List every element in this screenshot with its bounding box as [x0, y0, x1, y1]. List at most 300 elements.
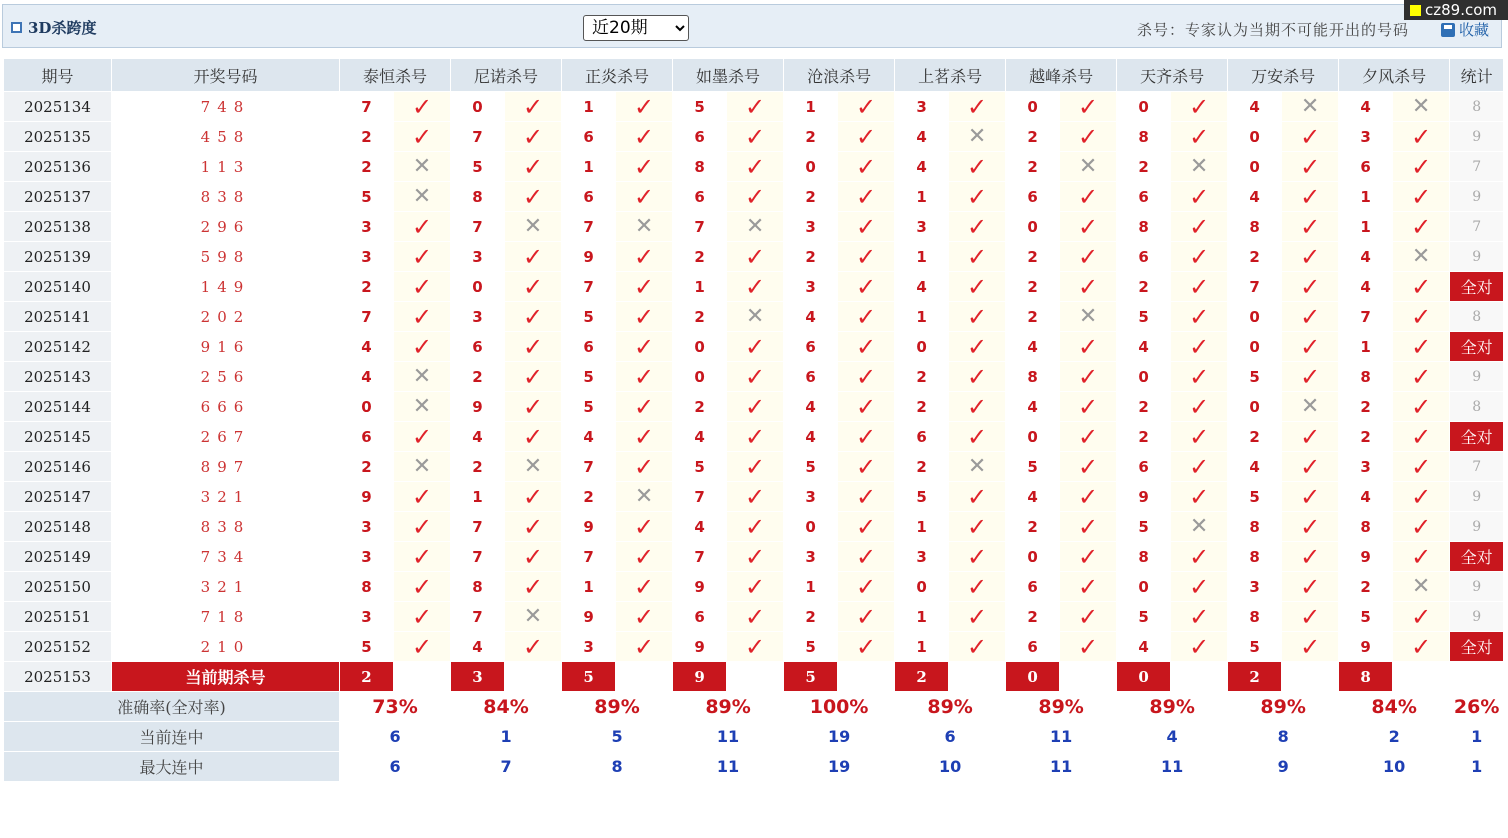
- kill-number-cell: 2: [451, 362, 505, 392]
- kill-number-cell: 2: [1117, 272, 1171, 302]
- summary-label: 当前连中: [4, 722, 340, 752]
- kill-number-cell: 8: [1117, 212, 1171, 242]
- col-header-expert: 越峰杀号: [1006, 59, 1117, 92]
- kill-number-cell: 0: [1228, 392, 1282, 422]
- check-icon: ✓: [394, 422, 451, 452]
- draw-number-cell: 598: [112, 242, 340, 272]
- check-icon: ✓: [1282, 602, 1339, 632]
- check-icon: ✓: [1171, 392, 1228, 422]
- kill-number-cell: 5: [1006, 452, 1060, 482]
- check-icon: ✓: [1171, 362, 1228, 392]
- kill-number-cell: 9: [673, 572, 727, 602]
- table-row: [4, 392, 1504, 422]
- kill-number-cell: 2: [1117, 392, 1171, 422]
- current-kill-blank: [1393, 662, 1450, 692]
- kill-number-cell: 0: [1228, 122, 1282, 152]
- check-icon: ✓: [1393, 272, 1450, 302]
- kill-number-cell: 4: [784, 392, 838, 422]
- check-icon: ✓: [727, 482, 784, 512]
- check-icon: ✓: [949, 182, 1006, 212]
- check-icon: ✓: [1171, 302, 1228, 332]
- kill-number-cell: 3: [895, 542, 949, 572]
- table-row: [4, 212, 1504, 242]
- check-icon: ✓: [838, 272, 895, 302]
- kill-number-cell: 2: [1006, 602, 1060, 632]
- stat-cell: 9: [1450, 572, 1504, 602]
- check-icon: ✓: [394, 602, 451, 632]
- kill-number-cell: 7: [340, 302, 394, 332]
- kill-number-cell: 2: [340, 272, 394, 302]
- kill-number-cell: 1: [1339, 182, 1393, 212]
- cross-icon: ✕: [727, 302, 784, 332]
- kill-number-cell: 4: [673, 422, 727, 452]
- cross-icon: ✕: [505, 452, 562, 482]
- cross-icon: ✕: [1060, 152, 1117, 182]
- kill-number-cell: 7: [1228, 272, 1282, 302]
- kill-number-cell: 4: [1339, 242, 1393, 272]
- summary-row: [4, 692, 1504, 722]
- summary-value: 10: [1339, 752, 1450, 782]
- summary-value: 89%: [1006, 692, 1117, 722]
- kill-number-cell: 0: [784, 152, 838, 182]
- check-icon: ✓: [727, 602, 784, 632]
- watermark-square-icon: [1410, 5, 1421, 16]
- kill-number-cell: 8: [1339, 512, 1393, 542]
- kill-number-cell: 7: [562, 542, 616, 572]
- summary-value: 7: [451, 752, 562, 782]
- check-icon: ✓: [949, 152, 1006, 182]
- check-icon: ✓: [727, 92, 784, 122]
- cross-icon: ✕: [727, 212, 784, 242]
- check-icon: ✓: [1282, 542, 1339, 572]
- check-icon: ✓: [727, 422, 784, 452]
- site-watermark: [1404, 0, 1508, 20]
- kill-number-cell: 4: [784, 302, 838, 332]
- check-icon: ✓: [1282, 212, 1339, 242]
- kill-number-cell: 2: [562, 482, 616, 512]
- check-icon: ✓: [727, 542, 784, 572]
- cross-icon: ✕: [1393, 92, 1450, 122]
- summary-value: 1: [451, 722, 562, 752]
- stat-cell: 9: [1450, 602, 1504, 632]
- check-icon: ✓: [616, 332, 673, 362]
- kill-number-cell: 3: [895, 212, 949, 242]
- favorite-label[interactable]: 收藏: [1458, 21, 1489, 39]
- check-icon: ✓: [1171, 332, 1228, 362]
- draw-number-cell: 113: [112, 152, 340, 182]
- kill-number-cell: 2: [1117, 422, 1171, 452]
- kill-number-cell: 2: [1339, 422, 1393, 452]
- summary-label: 准确率(全对率): [4, 692, 340, 722]
- kill-number-cell: 6: [673, 122, 727, 152]
- cross-icon: ✕: [394, 392, 451, 422]
- kill-number-cell: 5: [673, 452, 727, 482]
- kill-number-cell: 9: [562, 602, 616, 632]
- check-icon: ✓: [949, 482, 1006, 512]
- draw-number-cell: 321: [112, 572, 340, 602]
- kill-number-cell: 0: [673, 362, 727, 392]
- check-icon: ✓: [949, 632, 1006, 662]
- summary-value: 19: [784, 722, 895, 752]
- cross-icon: ✕: [1282, 92, 1339, 122]
- summary-value: 11: [1006, 722, 1117, 752]
- draw-number-cell: 916: [112, 332, 340, 362]
- check-icon: ✓: [1060, 452, 1117, 482]
- cross-icon: ✕: [1171, 512, 1228, 542]
- draw-number-cell: 838: [112, 182, 340, 212]
- check-icon: ✓: [949, 602, 1006, 632]
- kill-number-cell: 6: [451, 332, 505, 362]
- check-icon: ✓: [1060, 182, 1117, 212]
- cross-icon: ✕: [949, 122, 1006, 152]
- current-kill-blank: [1282, 662, 1339, 692]
- kill-number-cell: 6: [1006, 182, 1060, 212]
- table-row: [4, 632, 1504, 662]
- check-icon: ✓: [838, 212, 895, 242]
- summary-value: 2: [1339, 722, 1450, 752]
- kill-number-cell: 0: [1006, 212, 1060, 242]
- check-icon: ✓: [838, 392, 895, 422]
- issue-cell: 2025138: [4, 212, 112, 242]
- kill-span-table: [3, 58, 1504, 782]
- kill-number-cell: 1: [895, 632, 949, 662]
- kill-number-cell: 6: [673, 182, 727, 212]
- kill-number-cell: 7: [451, 212, 505, 242]
- check-icon: ✓: [505, 632, 562, 662]
- stat-cell: 9: [1450, 242, 1504, 272]
- check-icon: ✓: [505, 362, 562, 392]
- col-header-expert: 天齐杀号: [1117, 59, 1228, 92]
- current-kill-blank: [1060, 662, 1117, 692]
- summary-value: 84%: [1339, 692, 1450, 722]
- summary-value: 73%: [340, 692, 451, 722]
- cross-icon: ✕: [616, 212, 673, 242]
- summary-value: 11: [1117, 752, 1228, 782]
- kill-number-cell: 8: [1228, 542, 1282, 572]
- current-kill-number: 5: [562, 662, 616, 692]
- summary-value: 9: [1228, 752, 1339, 782]
- kill-number-cell: 8: [1117, 122, 1171, 152]
- check-icon: ✓: [727, 362, 784, 392]
- check-icon: ✓: [1393, 602, 1450, 632]
- kill-number-cell: 3: [784, 212, 838, 242]
- summary-value: 11: [673, 722, 784, 752]
- check-icon: ✓: [616, 302, 673, 332]
- favorite-link[interactable]: [1441, 19, 1489, 40]
- stat-cell: 全对: [1450, 542, 1504, 572]
- kill-number-cell: 3: [1228, 572, 1282, 602]
- current-kill-number: 9: [673, 662, 727, 692]
- table-row: [4, 92, 1504, 122]
- check-icon: ✓: [949, 422, 1006, 452]
- current-kill-blank: [838, 662, 895, 692]
- kill-number-cell: 1: [895, 182, 949, 212]
- check-icon: ✓: [1393, 422, 1450, 452]
- check-icon: ✓: [727, 272, 784, 302]
- draw-number-cell: 666: [112, 392, 340, 422]
- check-icon: ✓: [838, 452, 895, 482]
- kill-number-cell: 1: [451, 482, 505, 512]
- check-icon: ✓: [616, 272, 673, 302]
- kill-number-cell: 5: [340, 182, 394, 212]
- cross-icon: ✕: [394, 152, 451, 182]
- kill-number-cell: 8: [1228, 602, 1282, 632]
- current-kill-number: 2: [895, 662, 949, 692]
- col-header-expert: 上茗杀号: [895, 59, 1006, 92]
- current-kill-number: 0: [1006, 662, 1060, 692]
- draw-number-cell: 734: [112, 542, 340, 572]
- kill-number-cell: 6: [895, 422, 949, 452]
- kill-number-cell: 5: [562, 362, 616, 392]
- kill-number-cell: 2: [895, 392, 949, 422]
- summary-row: [4, 722, 1504, 752]
- kill-number-cell: 4: [895, 122, 949, 152]
- summary-row: [4, 752, 1504, 782]
- current-kill-blank: [394, 662, 451, 692]
- cross-icon: ✕: [949, 452, 1006, 482]
- check-icon: ✓: [1060, 392, 1117, 422]
- kill-number-cell: 9: [340, 482, 394, 512]
- current-kill-number: 2: [1228, 662, 1282, 692]
- check-icon: ✓: [838, 332, 895, 362]
- kill-number-cell: 2: [451, 452, 505, 482]
- page-header: [2, 4, 1502, 48]
- kill-number-cell: 3: [340, 542, 394, 572]
- check-icon: ✓: [949, 272, 1006, 302]
- check-icon: ✓: [616, 182, 673, 212]
- check-icon: ✓: [1171, 272, 1228, 302]
- stat-cell: 7: [1450, 452, 1504, 482]
- stat-cell: 全对: [1450, 422, 1504, 452]
- check-icon: ✓: [1060, 422, 1117, 452]
- check-icon: ✓: [616, 512, 673, 542]
- current-kill-number: 2: [340, 662, 394, 692]
- issue-cell: 2025141: [4, 302, 112, 332]
- kill-number-cell: 4: [1339, 92, 1393, 122]
- current-kill-row: [4, 662, 1504, 692]
- stat-cell: 全对: [1450, 272, 1504, 302]
- current-kill-number: 3: [451, 662, 505, 692]
- check-icon: ✓: [394, 482, 451, 512]
- kill-number-cell: 5: [1339, 602, 1393, 632]
- kill-number-cell: 0: [1228, 332, 1282, 362]
- issue-cell: 2025136: [4, 152, 112, 182]
- summary-value: 4: [1117, 722, 1228, 752]
- kill-number-cell: 5: [895, 482, 949, 512]
- kill-number-cell: 7: [562, 452, 616, 482]
- issue-cell: 2025153: [4, 662, 112, 692]
- check-icon: ✓: [1060, 482, 1117, 512]
- summary-value: 11: [1006, 752, 1117, 782]
- kill-number-cell: 2: [1006, 152, 1060, 182]
- kill-number-cell: 3: [895, 92, 949, 122]
- issue-cell: 2025150: [4, 572, 112, 602]
- kill-number-cell: 0: [673, 332, 727, 362]
- kill-number-cell: 9: [562, 242, 616, 272]
- table-row: [4, 452, 1504, 482]
- summary-value: 84%: [451, 692, 562, 722]
- check-icon: ✓: [1282, 182, 1339, 212]
- draw-number-cell: 748: [112, 92, 340, 122]
- kill-number-cell: 3: [784, 272, 838, 302]
- check-icon: ✓: [838, 182, 895, 212]
- issue-cell: 2025139: [4, 242, 112, 272]
- check-icon: ✓: [1171, 542, 1228, 572]
- kill-number-cell: 7: [451, 512, 505, 542]
- stat-cell: 7: [1450, 212, 1504, 242]
- check-icon: ✓: [727, 182, 784, 212]
- kill-number-cell: 4: [784, 422, 838, 452]
- kill-number-cell: 1: [673, 272, 727, 302]
- kill-number-cell: 0: [1117, 572, 1171, 602]
- kill-number-cell: 9: [451, 392, 505, 422]
- check-icon: ✓: [838, 362, 895, 392]
- kill-number-cell: 6: [1117, 452, 1171, 482]
- check-icon: ✓: [1060, 572, 1117, 602]
- check-icon: ✓: [616, 452, 673, 482]
- stat-cell: 8: [1450, 302, 1504, 332]
- cross-icon: ✕: [616, 482, 673, 512]
- kill-number-cell: 2: [340, 122, 394, 152]
- kill-number-cell: 6: [562, 332, 616, 362]
- check-icon: ✓: [616, 392, 673, 422]
- kill-number-cell: 7: [340, 92, 394, 122]
- check-icon: ✓: [1060, 512, 1117, 542]
- check-icon: ✓: [394, 332, 451, 362]
- current-kill-blank: [1450, 662, 1504, 692]
- stat-cell: 全对: [1450, 332, 1504, 362]
- check-icon: ✓: [727, 512, 784, 542]
- kill-number-cell: 5: [784, 452, 838, 482]
- table-row: [4, 122, 1504, 152]
- table-row: [4, 302, 1504, 332]
- check-icon: ✓: [1060, 632, 1117, 662]
- check-icon: ✓: [394, 572, 451, 602]
- current-kill-blank: [949, 662, 1006, 692]
- check-icon: ✓: [505, 182, 562, 212]
- issue-cell: 2025147: [4, 482, 112, 512]
- kill-number-cell: 2: [1228, 242, 1282, 272]
- current-kill-blank: [1171, 662, 1228, 692]
- kill-number-note: 杀号：专家认为当期不可能开出的号码: [1136, 21, 1409, 39]
- check-icon: ✓: [727, 572, 784, 602]
- stat-cell: 9: [1450, 122, 1504, 152]
- check-icon: ✓: [838, 512, 895, 542]
- current-kill-blank: [505, 662, 562, 692]
- table-row: [4, 182, 1504, 212]
- check-icon: ✓: [1171, 212, 1228, 242]
- watermark-text: cz89.com: [1425, 1, 1498, 19]
- col-header-draw: 开奖号码: [112, 59, 340, 92]
- check-icon: ✓: [949, 332, 1006, 362]
- page-title: 3D杀跨度: [28, 19, 97, 37]
- stat-cell: 9: [1450, 362, 1504, 392]
- summary-value: 8: [1228, 722, 1339, 752]
- kill-number-cell: 1: [895, 302, 949, 332]
- kill-number-cell: 0: [1006, 542, 1060, 572]
- kill-number-cell: 2: [784, 602, 838, 632]
- check-icon: ✓: [838, 482, 895, 512]
- kill-number-cell: 2: [895, 452, 949, 482]
- check-icon: ✓: [1171, 422, 1228, 452]
- table-row: [4, 272, 1504, 302]
- issue-cell: 2025140: [4, 272, 112, 302]
- kill-number-cell: 8: [1117, 542, 1171, 572]
- check-icon: ✓: [1060, 212, 1117, 242]
- check-icon: ✓: [394, 272, 451, 302]
- issue-cell: 2025144: [4, 392, 112, 422]
- table-row: [4, 422, 1504, 452]
- save-icon[interactable]: [1441, 23, 1455, 37]
- kill-number-cell: 8: [1339, 362, 1393, 392]
- kill-number-cell: 7: [451, 602, 505, 632]
- kill-number-cell: 4: [1228, 452, 1282, 482]
- period-select[interactable]: [583, 15, 689, 41]
- check-icon: ✓: [1282, 152, 1339, 182]
- cross-icon: ✕: [1171, 152, 1228, 182]
- kill-number-cell: 3: [451, 242, 505, 272]
- title-group: [11, 17, 96, 38]
- check-icon: ✓: [1393, 632, 1450, 662]
- draw-number-cell: 838: [112, 512, 340, 542]
- check-icon: ✓: [394, 542, 451, 572]
- summary-value: 89%: [562, 692, 673, 722]
- check-icon: ✓: [1171, 602, 1228, 632]
- check-icon: ✓: [616, 362, 673, 392]
- kill-number-cell: 6: [562, 182, 616, 212]
- check-icon: ✓: [1393, 302, 1450, 332]
- kill-number-cell: 1: [895, 242, 949, 272]
- kill-number-cell: 3: [340, 242, 394, 272]
- kill-number-cell: 6: [1117, 182, 1171, 212]
- check-icon: ✓: [394, 92, 451, 122]
- summary-total: 1: [1450, 752, 1504, 782]
- check-icon: ✓: [949, 542, 1006, 572]
- stat-cell: 全对: [1450, 632, 1504, 662]
- current-kill-number: 8: [1339, 662, 1393, 692]
- check-icon: ✓: [1282, 632, 1339, 662]
- summary-label: 最大连中: [4, 752, 340, 782]
- kill-number-cell: 0: [895, 332, 949, 362]
- kill-number-cell: 8: [673, 152, 727, 182]
- kill-number-cell: 8: [451, 182, 505, 212]
- check-icon: ✓: [616, 122, 673, 152]
- kill-number-cell: 7: [562, 212, 616, 242]
- issue-cell: 2025149: [4, 542, 112, 572]
- table-row: [4, 362, 1504, 392]
- kill-number-cell: 8: [340, 572, 394, 602]
- check-icon: ✓: [1060, 272, 1117, 302]
- summary-value: 6: [340, 752, 451, 782]
- summary-value: 8: [562, 752, 673, 782]
- stat-cell: 8: [1450, 92, 1504, 122]
- issue-cell: 2025143: [4, 362, 112, 392]
- check-icon: ✓: [838, 542, 895, 572]
- kill-number-cell: 7: [673, 482, 727, 512]
- summary-value: 89%: [673, 692, 784, 722]
- table-row: [4, 242, 1504, 272]
- kill-number-cell: 3: [562, 632, 616, 662]
- kill-number-cell: 2: [673, 302, 727, 332]
- check-icon: ✓: [616, 632, 673, 662]
- kill-number-cell: 5: [1228, 362, 1282, 392]
- check-icon: ✓: [394, 302, 451, 332]
- check-icon: ✓: [1060, 362, 1117, 392]
- current-kill-number: 5: [784, 662, 838, 692]
- kill-number-cell: 2: [673, 242, 727, 272]
- kill-number-cell: 3: [340, 512, 394, 542]
- kill-number-cell: 5: [1228, 632, 1282, 662]
